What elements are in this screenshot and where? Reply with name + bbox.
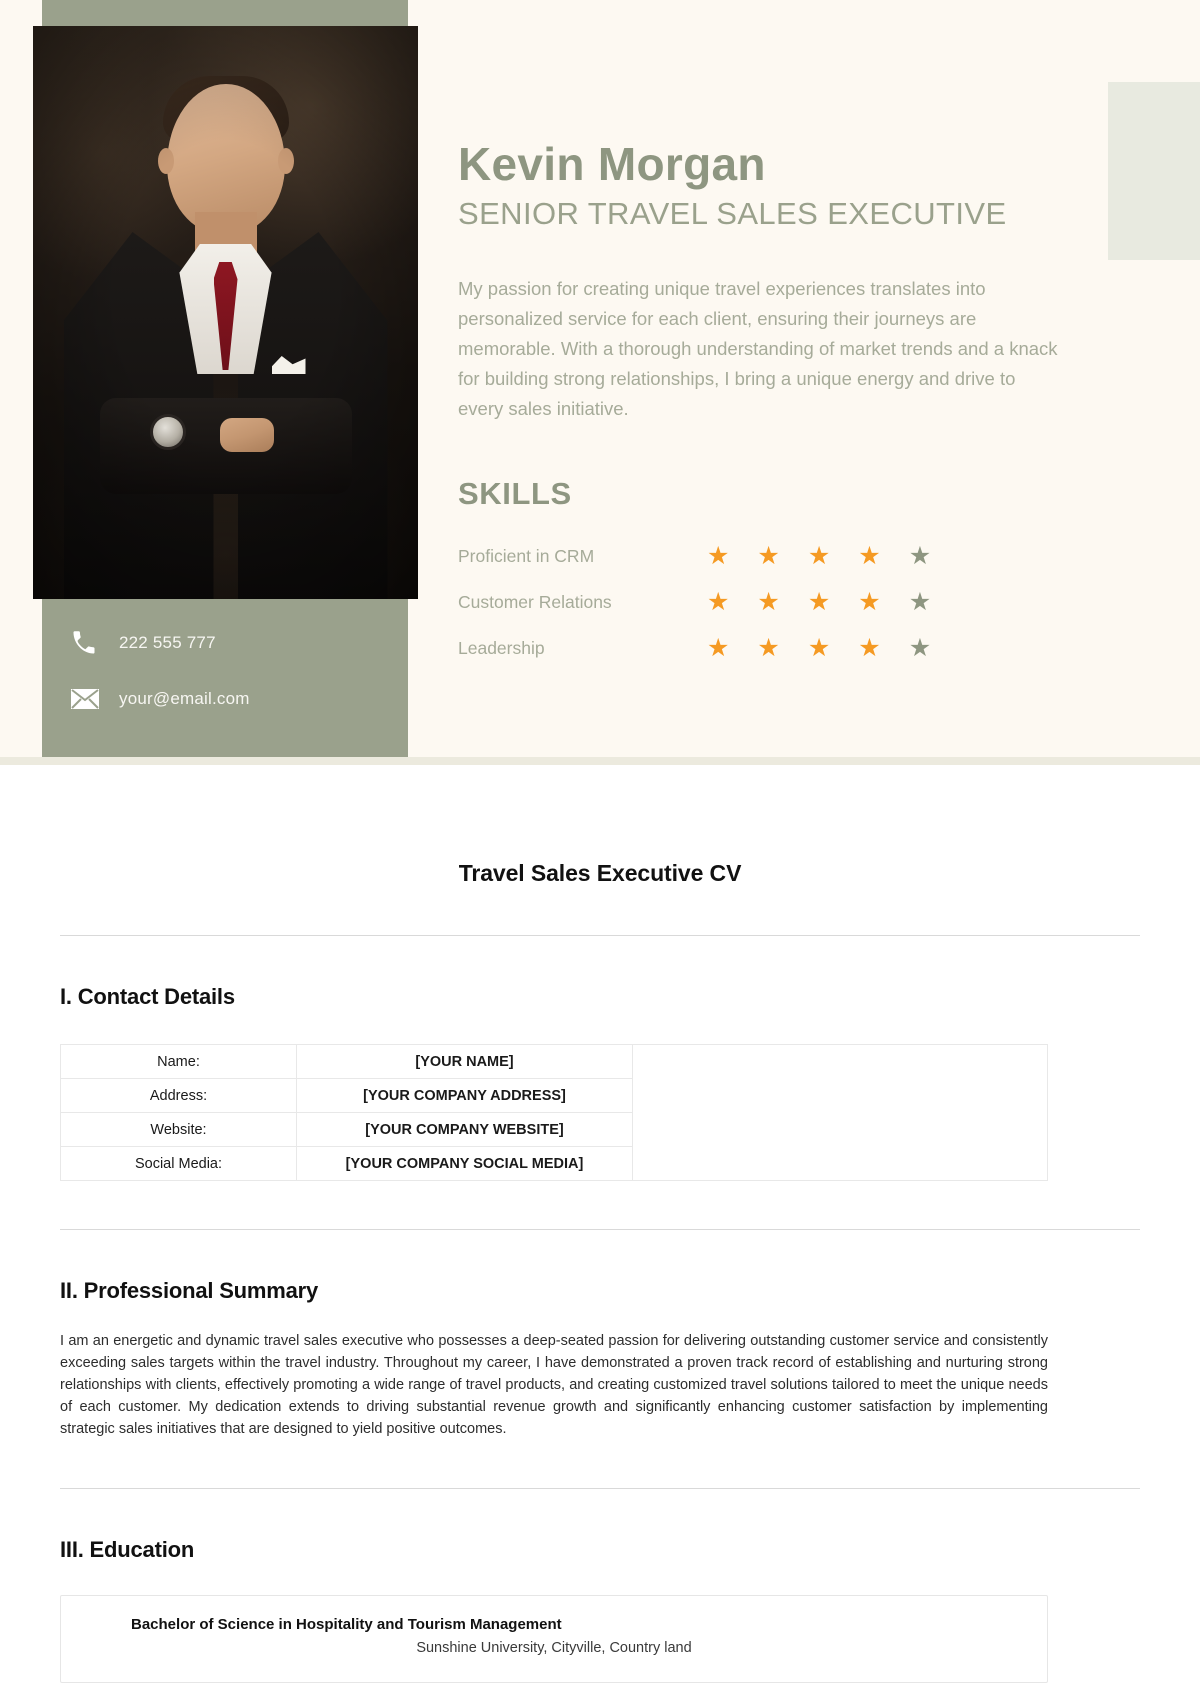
contact-key: Website: — [61, 1113, 297, 1147]
profile-photo — [33, 26, 418, 599]
skill-row — [458, 580, 1078, 626]
skill-rating-stars — [707, 636, 931, 661]
star-empty-icon: ★ — [908, 634, 932, 663]
cv-header-card — [0, 0, 1200, 765]
star-filled-icon: ★ — [757, 542, 780, 571]
table-spacer-cell — [633, 1045, 1048, 1181]
skill-label: Customer Relations — [458, 592, 612, 613]
star-filled-icon: ★ — [807, 588, 831, 617]
email-icon — [70, 687, 110, 711]
document-title: Travel Sales Executive CV — [458, 860, 742, 886]
professional-summary-text: I am an energetic and dynamic travel sales executive who possesses a deep-seated passion for delivering outstanding customer service and consistently exceeding sales targets within the travel industry. Throughout my career, I have demonstrated a proven track record of establishing and nurturing strong relationships with clients, effectively promoting a wide range of travel products, and creating customized travel solutions tailored to meet the unique needs of each customer. My dedication extends to driving substantial revenue growth and significantly enhancing customer satisfaction by implementing strategic sales initiatives that are designed to yield positive outcomes. — [60, 1333, 1048, 1437]
contact-value: [YOUR NAME] — [297, 1045, 633, 1079]
contact-details-table — [60, 1044, 1048, 1181]
divider — [60, 1229, 1140, 1230]
decorative-rectangle — [1108, 82, 1200, 260]
education-school: Sunshine University, Cityville, Country land — [416, 1640, 692, 1656]
star-filled-icon: ★ — [858, 634, 881, 663]
education-entry — [60, 1595, 1048, 1683]
skill-label: Leadership — [458, 638, 545, 659]
card-bottom-strip — [0, 757, 1200, 765]
skills-heading: SKILLS — [458, 475, 572, 511]
skill-rating-stars — [707, 544, 931, 569]
skills-list — [458, 534, 1078, 672]
section-heading-education: III. Education — [60, 1537, 195, 1562]
header-contact-list — [70, 620, 390, 732]
star-filled-icon: ★ — [858, 588, 881, 617]
skill-label: Proficient in CRM — [458, 546, 595, 567]
star-filled-icon: ★ — [707, 634, 730, 663]
skill-rating-stars — [707, 590, 931, 615]
star-filled-icon: ★ — [707, 542, 730, 571]
star-filled-icon: ★ — [757, 634, 780, 663]
star-filled-icon: ★ — [807, 542, 831, 571]
contact-value: [YOUR COMPANY WEBSITE] — [297, 1113, 633, 1147]
contact-key: Social Media: — [61, 1147, 297, 1181]
skill-row — [458, 534, 1078, 580]
document-body — [0, 790, 1200, 1683]
contact-value: [YOUR COMPANY ADDRESS] — [297, 1079, 633, 1113]
star-filled-icon: ★ — [707, 588, 730, 617]
contact-key: Name: — [61, 1045, 297, 1079]
contact-row-phone — [70, 620, 390, 666]
star-empty-icon: ★ — [908, 542, 932, 571]
section-heading-summary: II. Professional Summary — [60, 1278, 319, 1303]
candidate-role: SENIOR TRAVEL SALES EXECUTIVE — [458, 195, 1007, 231]
education-degree: Bachelor of Science in Hospitality and Tourism Management — [131, 1616, 562, 1633]
table-row — [61, 1045, 1048, 1079]
contact-table-body — [61, 1045, 1048, 1181]
divider — [60, 1488, 1140, 1489]
contact-value: [YOUR COMPANY SOCIAL MEDIA] — [297, 1147, 633, 1181]
contact-phone-value: 222 555 777 — [119, 633, 216, 652]
divider — [60, 935, 1140, 936]
star-filled-icon: ★ — [757, 588, 780, 617]
contact-email-value: your@email.com — [119, 689, 250, 708]
phone-icon — [70, 629, 110, 657]
candidate-name: Kevin Morgan — [458, 138, 766, 190]
star-empty-icon: ★ — [908, 588, 932, 617]
skill-row — [458, 626, 1078, 672]
star-filled-icon: ★ — [807, 634, 831, 663]
candidate-bio: My passion for creating unique travel experiences translates into personalized service for each client, ensuring their journeys are memorable. With a thorough understanding of market trends and a knack for building strong relationships, I bring a unique energy and drive to every sales initiative. — [458, 277, 1058, 419]
star-filled-icon: ★ — [858, 542, 881, 571]
photo-vignette — [33, 26, 418, 599]
section-heading-contact: I. Contact Details — [60, 984, 235, 1009]
contact-key: Address: — [61, 1079, 297, 1113]
cv-header-main — [458, 0, 1078, 672]
contact-row-email — [70, 676, 390, 722]
